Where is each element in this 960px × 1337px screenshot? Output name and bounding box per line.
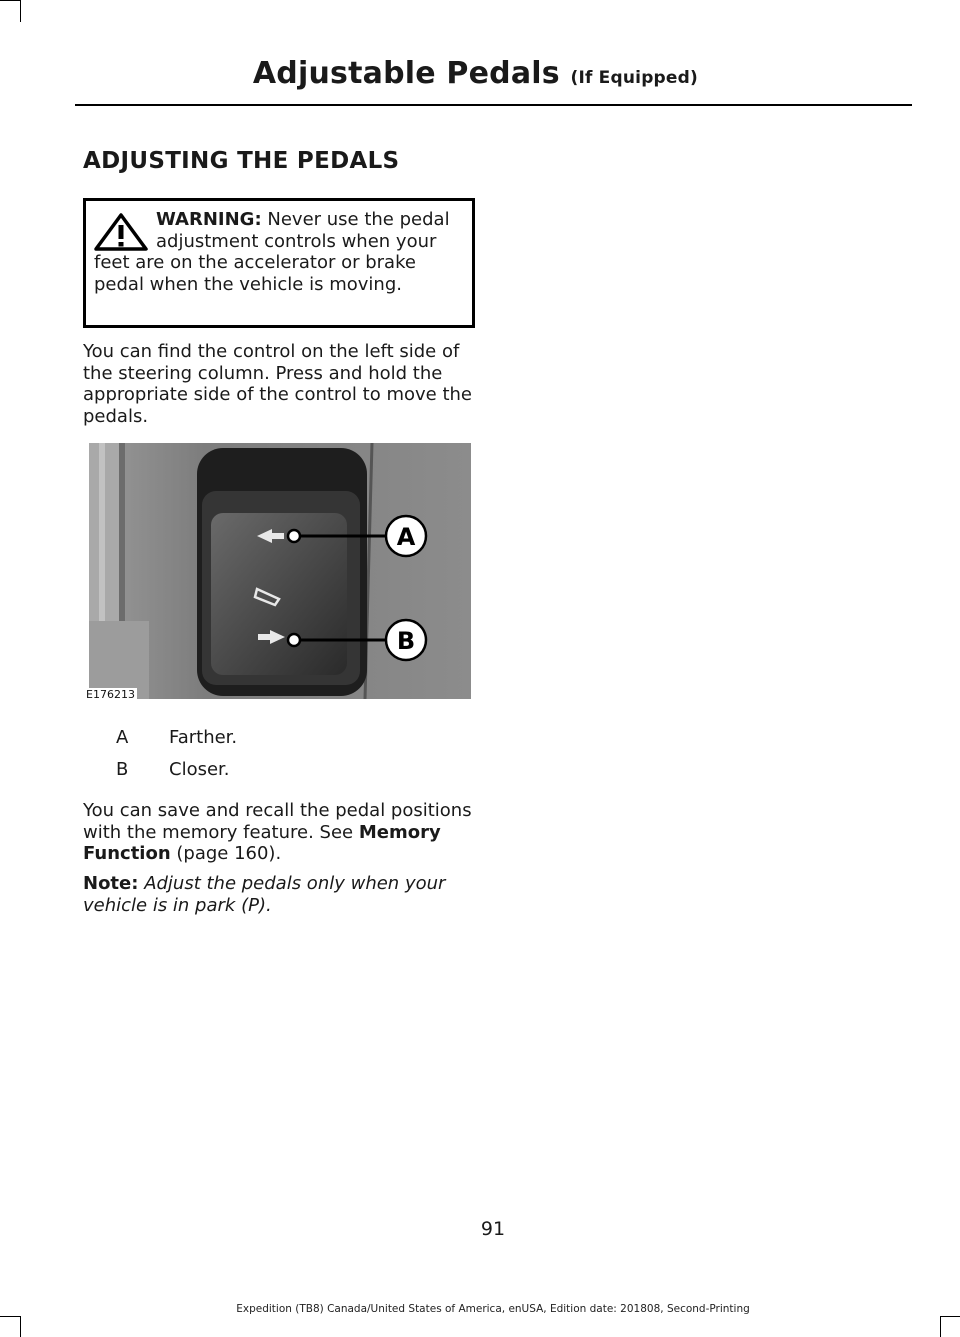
- paragraph-memory: [83, 800, 475, 865]
- legend-text: Farther.: [169, 727, 238, 748]
- header-subtitle: (If Equipped): [570, 68, 698, 88]
- paragraph-control-location: You can find the control on the left side of the steering column. Press and hold the appropriate side of the control to move the pedals.: [83, 341, 472, 427]
- page-number: 91: [480, 1218, 506, 1240]
- note-text: Adjust the pedals only when your vehicle is in park (P).: [83, 873, 446, 916]
- section-heading: ADJUSTING THE PEDALS: [83, 148, 400, 174]
- legend-text: Closer.: [169, 759, 230, 780]
- warning-text: Never use the pedal adjustment controls when your feet are on the accelerator or brake pedal when the vehicle is moving.: [94, 209, 450, 295]
- warning-box: [83, 198, 475, 328]
- callout-b-label: B: [396, 627, 416, 655]
- legend-key: B: [116, 759, 129, 780]
- crop-mark: [20, 0, 21, 22]
- note-label: Note:: [83, 873, 139, 894]
- header-rule: [75, 104, 912, 106]
- callout-a-label: A: [396, 523, 416, 551]
- figure-code: E176213: [86, 688, 135, 701]
- pedal-control-figure: [89, 443, 471, 699]
- crop-mark: [940, 1316, 941, 1337]
- note-paragraph: [83, 873, 475, 916]
- memory-function-link[interactable]: Memory Function: [83, 821, 441, 864]
- legend-row: [83, 759, 475, 791]
- legend-key: A: [116, 727, 129, 748]
- crop-mark: [940, 1316, 960, 1317]
- warning-label: WARNING:: [156, 209, 262, 230]
- warning-triangle-icon: [94, 213, 148, 251]
- memory-prefix: You can save and recall the pedal positions with the memory feature. See: [83, 800, 472, 843]
- pedal-control-illustration: [89, 443, 471, 699]
- page-footer: Expedition (TB8) Canada/United States of America, enUSA, Edition date: 201808, Second-Printing: [236, 1303, 750, 1315]
- crop-mark: [0, 0, 20, 1]
- page-header-title: [253, 56, 698, 91]
- crop-mark: [0, 1316, 20, 1317]
- memory-suffix: (page 160).: [170, 843, 282, 864]
- legend-row: [83, 727, 475, 759]
- crop-mark: [20, 1316, 21, 1337]
- figure-legend: [83, 727, 475, 791]
- header-title-text: Adjustable Pedals: [252, 56, 560, 91]
